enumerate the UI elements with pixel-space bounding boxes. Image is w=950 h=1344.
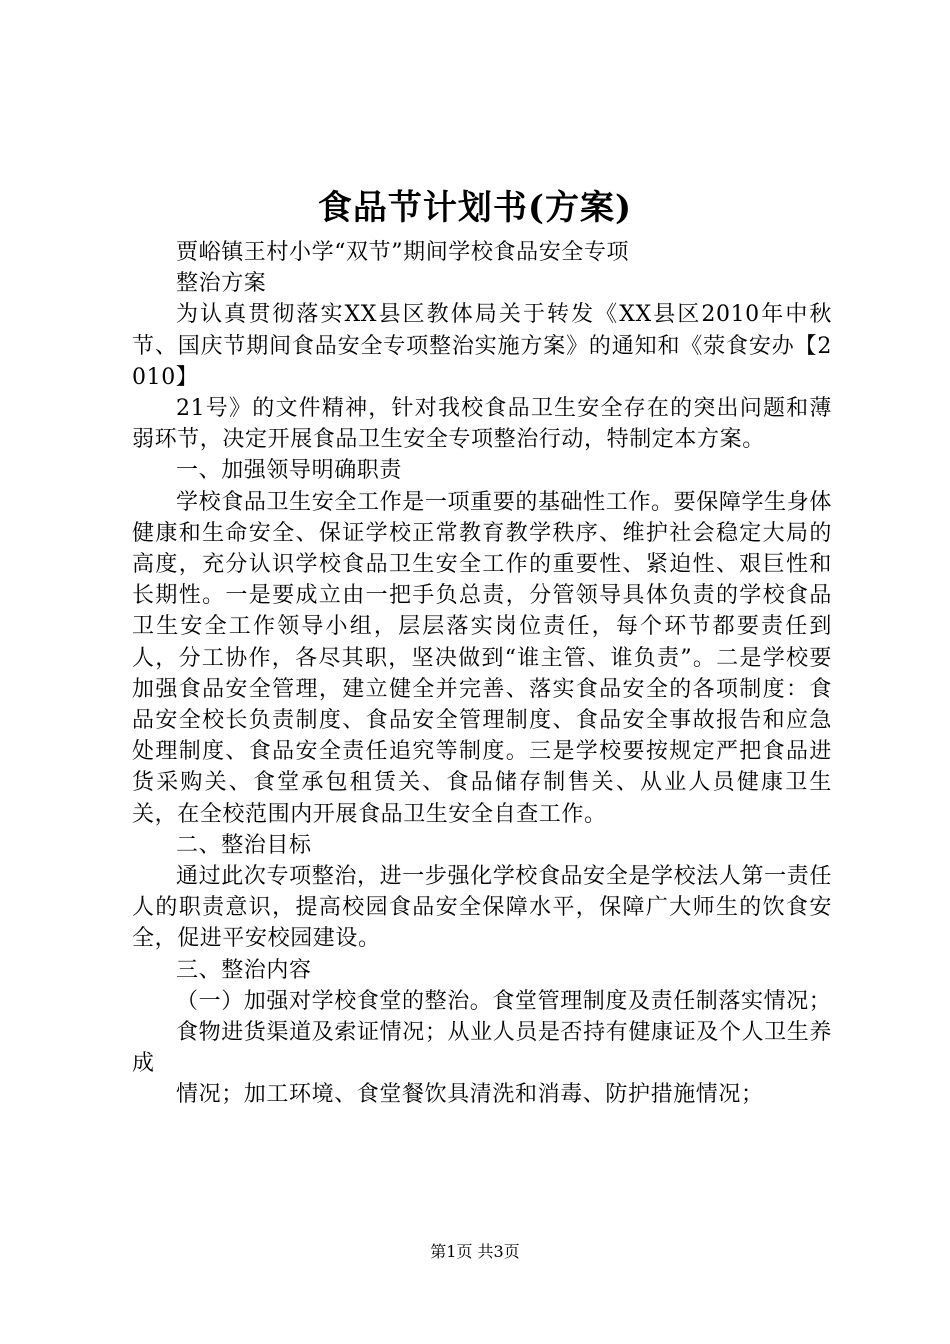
section-3-item-2: 食物进货渠道及索证情况；从业人员是否持有健康证及个人卫生养成 — [132, 1020, 832, 1077]
section-3-item-1: （一）加强对学校食堂的整治。食堂管理制度及责任制落实情况； — [176, 988, 832, 1014]
document-body — [132, 237, 832, 1111]
page-footer: 第1页 共3页 — [430, 1242, 520, 1261]
section-heading-1: 一、加强领导明确职责 — [176, 458, 403, 484]
subtitle-line-2: 整治方案 — [176, 271, 267, 297]
subtitle-line-1: 贾峪镇王村小学“双节”期间学校食品安全专项 — [176, 240, 630, 265]
document-title: 食品节计划书(方案) — [317, 188, 633, 228]
intro-paragraph-1: 为认真贯彻落实XX县区教体局关于转发《XX县区2010年中秋节、国庆节期间食品安全专项整治实施方案》的通知和《荥食安办【2010】 — [132, 302, 832, 390]
section-3-item-3: 情况；加工环境、食堂餐饮具清洗和消毒、防护措施情况； — [176, 1082, 764, 1108]
section-2-paragraph: 通过此次专项整治，进一步强化学校食品安全是学校法人第一责任人的职责意识，提高校园食品安全保障水平，保障广大师生的饮食安全，促进平安校园建设。 — [132, 864, 832, 952]
section-heading-2: 二、整治目标 — [176, 832, 312, 858]
section-heading-3: 三、整治内容 — [176, 957, 312, 983]
intro-paragraph-2: 21号》的文件精神，针对我校食品卫生安全存在的突出问题和薄弱环节，决定开展食品卫生安全专项整治行动，特制定本方案。 — [132, 396, 832, 453]
section-1-paragraph: 学校食品卫生安全工作是一项重要的基础性工作。要保障学生身体健康和生命安全、保证学校正常教育教学秩序、维护社会稳定大局的高度，充分认识学校食品卫生安全工作的重要性、紧迫性、艰巨性和长期性。一是要成立由一把手负总责，分管领导具体负责的学校食品卫生安全工作领导小组，层层落实岗位责任，每个环节都要责任到人，分工协作，各尽其职，坚决做到“谁主管、谁负责”。二是学校要加强食品安全管理，建立健全并完善、落实食品安全的各项制度：食品安全校长负责制度、食品安全管理制度、食品安全事故报告和应急处理制度、食品安全责任追究等制度。三是学校要按规定严把食品进货采购关、食堂承包租赁关、食品储存制售关、从业人员健康卫生关，在全校范围内开展食品卫生安全自查工作。 — [132, 489, 832, 827]
